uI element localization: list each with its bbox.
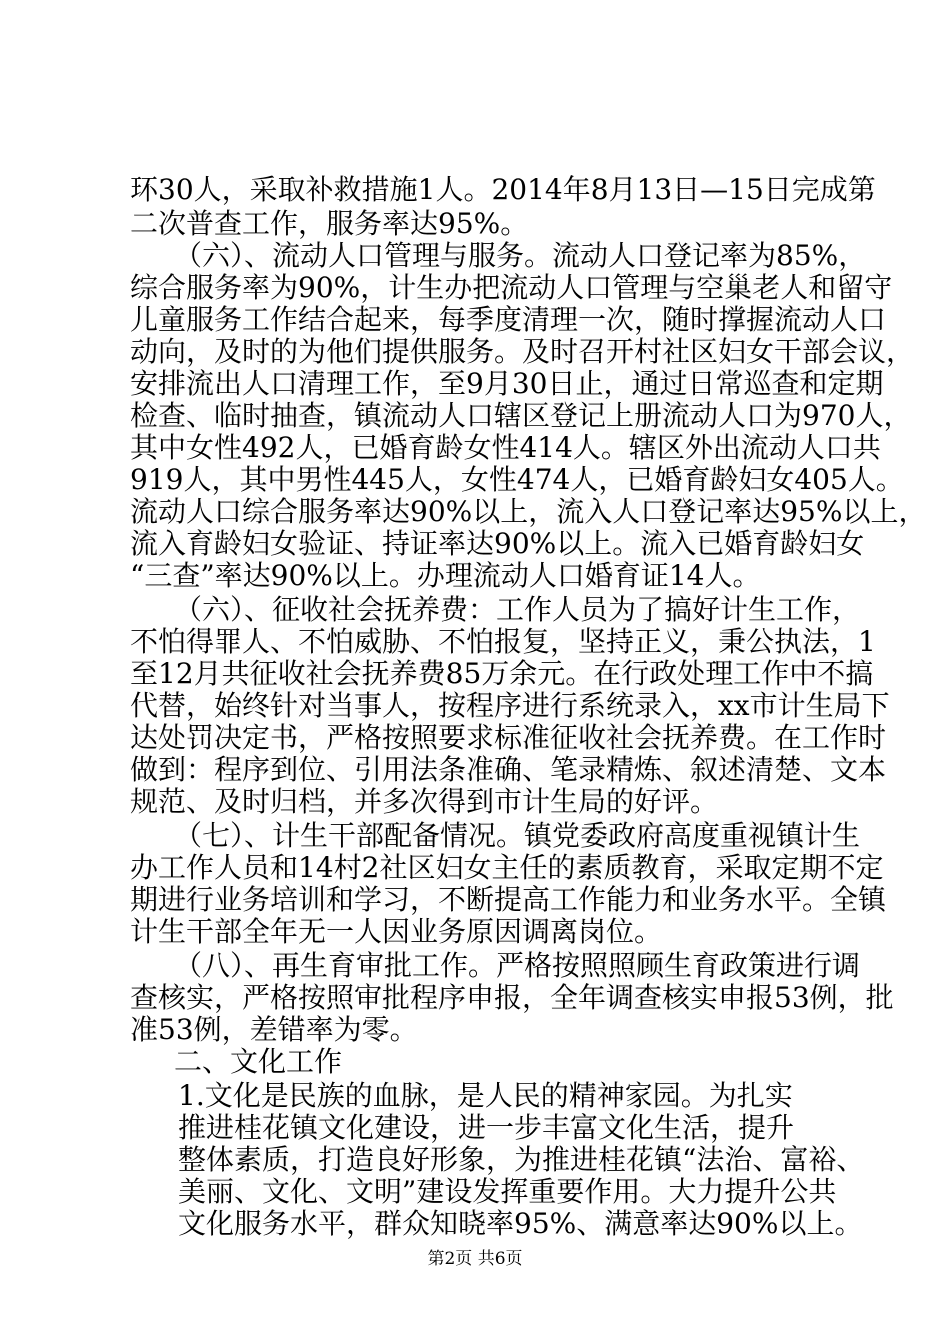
body-line: “三查”率达90%以上。办理流动人口婚育证14人。 (130, 559, 761, 592)
body-line: 综合服务率为90%，计生办把流动人口管理与空巢老人和留守 (130, 271, 893, 304)
body-line: 流动人口综合服务率达90%以上，流入人口登记率达95%以上， (130, 495, 927, 528)
body-line: 办工作人员和14村2社区妇女主任的素质教育，采取定期不定 (130, 851, 884, 884)
body-line: 推进桂花镇文化建设，进一步丰富文化生活，提升 (178, 1111, 795, 1144)
body-line: 1.文化是民族的血脉，是人民的精神家园。为扎实 (178, 1079, 793, 1112)
body-line: 安排流出人口清理工作，至9月30日止，通过日常巡查和定期 (130, 367, 884, 400)
body-line: 规范、及时归档，并多次得到市计生局的好评。 (130, 785, 719, 818)
body-line: 动向，及时的为他们提供服务。及时召开村社区妇女干部会议， (130, 335, 915, 368)
body-line: 不怕得罪人、不怕威胁、不怕报复，坚持正义，秉公执法，1 (130, 625, 876, 658)
page-number-footer: 第2页 共6页 (427, 1249, 523, 1269)
section-heading: 二、文化工作 (174, 1045, 343, 1078)
body-line: 美丽、文化、文明”建设发挥重要作用。大力提升公共 (178, 1175, 837, 1208)
body-line: （六）、流动人口管理与服务。流动人口登记率为85%， (174, 239, 867, 272)
body-line: 儿童服务工作结合起来，每季度清理一次，随时撑握流动人口 (130, 303, 887, 336)
body-line: 达处罚决定书，严格按照要求标准征收社会抚养费。在工作时 (130, 721, 887, 754)
body-line: （七）、计生干部配备情况。镇党委政府高度重视镇计生 (174, 819, 861, 852)
body-line: 检查、临时抽查，镇流动人口辖区登记上册流动人口为970人， (130, 399, 912, 432)
body-line: 期进行业务培训和学习，不断提高工作能力和业务水平。全镇 (130, 883, 887, 916)
body-line: 文化服务水平，群众知晓率95%、满意率达90%以上。 (178, 1207, 863, 1240)
body-line: （六）、征收社会抚养费：工作人员为了搞好计生工作， (174, 593, 861, 626)
body-line: 至12月共征收社会抚养费85万余元。在行政处理工作中不搞 (130, 657, 874, 690)
body-line: 流入育龄妇女验证、持证率达90%以上。流入已婚育龄妇女 (130, 527, 865, 560)
body-line: 整体素质，打造良好形象，为推进桂花镇“法治、富裕、 (178, 1143, 865, 1176)
body-line: 代替，始终针对当事人，按程序进行系统录入，xx市计生局下 (130, 689, 890, 722)
body-line: 其中女性492人，已婚育龄女性414人。辖区外出流动人口共 (130, 431, 881, 464)
body-line: 准53例，差错率为零。 (130, 1013, 418, 1046)
body-line: 计生干部全年无一人因业务原因调离岗位。 (130, 915, 663, 948)
body-line: 查核实，严格按照审批程序申报，全年调查核实申报53例，批 (130, 981, 894, 1014)
body-line: （八）、再生育审批工作。严格按照照顾生育政策进行调 (174, 949, 861, 982)
body-line: 二次普查工作，服务率达95%。 (130, 207, 529, 240)
body-line: 环30人，采取补救措施1人。2014年8月13日—15日完成第 (130, 173, 876, 206)
body-line: 做到：程序到位、引用法条准确、笔录精炼、叙述清楚、文本 (130, 753, 887, 786)
body-line: 919人，其中男性445人，女性474人，已婚育龄妇女405人。 (130, 463, 904, 496)
